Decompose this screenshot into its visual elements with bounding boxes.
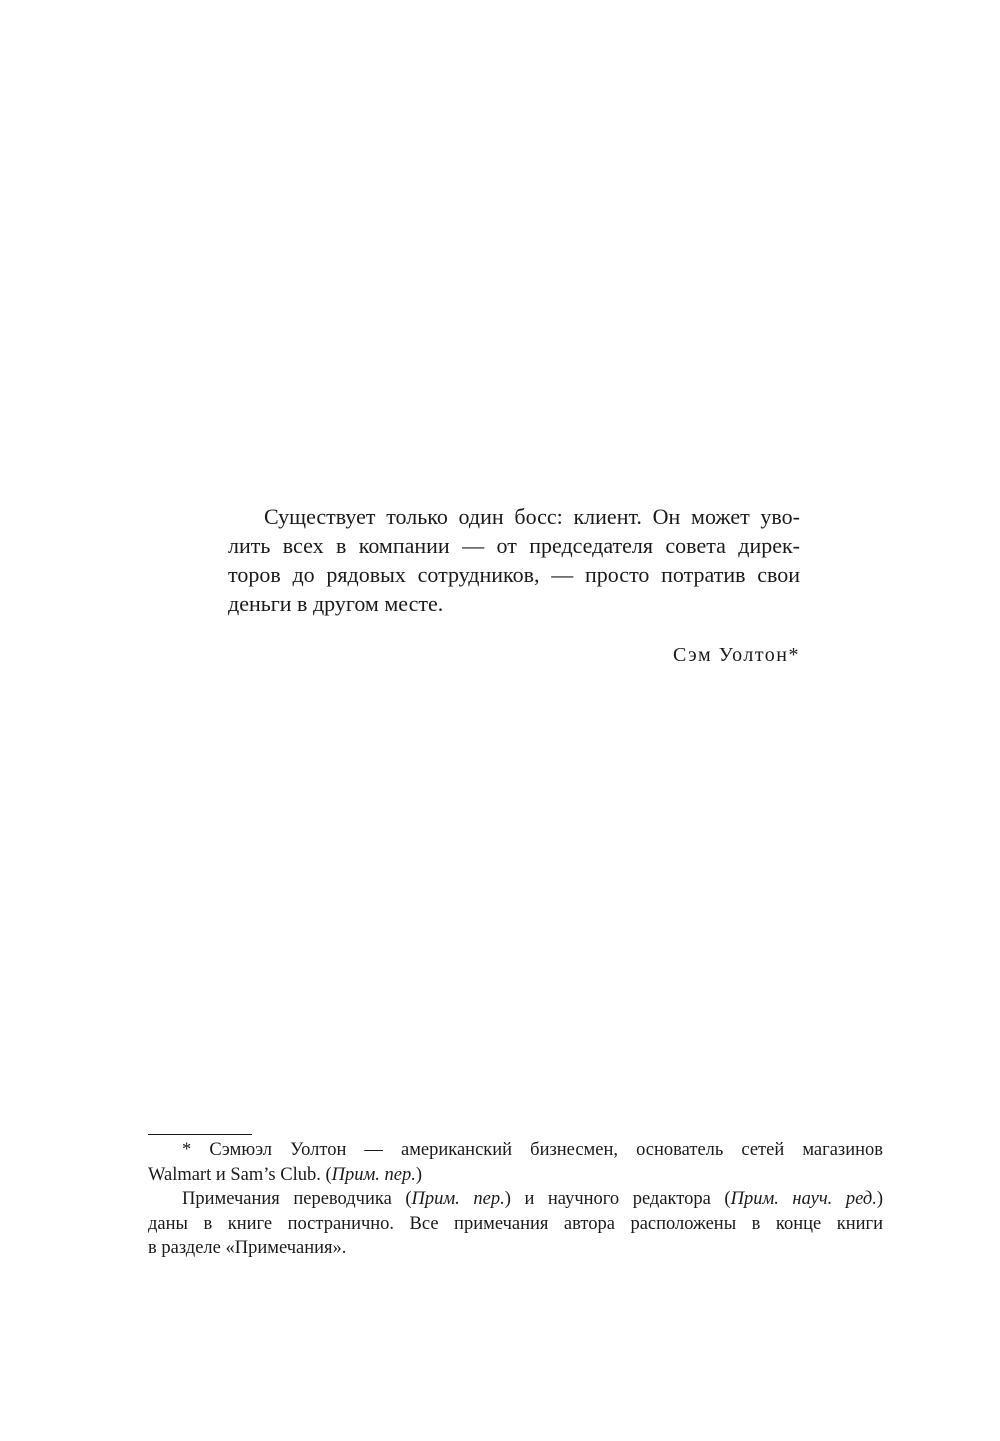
- epigraph-author: Сэм Уолтон*: [673, 644, 800, 666]
- footnote-2-line: [148, 1187, 883, 1212]
- footnote-divider: [148, 1134, 252, 1135]
- epigraph-line: лить всех в компании — от председателя совета дирек-: [228, 533, 800, 558]
- footnotes: [148, 1138, 883, 1261]
- footnote-2-line: даны в книге постранично. Все примечания автора расположены в конце книги: [148, 1213, 883, 1234]
- footnote-1-line: [148, 1163, 883, 1188]
- epigraph: [228, 502, 800, 668]
- epigraph-line: деньги в другом месте.: [228, 591, 444, 616]
- footnote-2-line: в разделе «Примечания».: [148, 1238, 347, 1258]
- epigraph-line: торов до рядовых сотрудников, — просто потратив свои: [228, 562, 800, 587]
- footnote-abbrev: Прим. пер.: [411, 1189, 505, 1209]
- footnote-text: ): [415, 1164, 423, 1185]
- footnote-abbrev: Прим. науч. ред.: [730, 1189, 877, 1209]
- footnote-text: Walmart и Sam’s Club. (: [148, 1164, 332, 1185]
- footnote-text: Примечания переводчика (: [182, 1189, 412, 1209]
- footnote-text: ) и научного редактора (: [504, 1189, 731, 1209]
- footnote-1-line: * Сэмюэл Уолтон — американский бизнесмен, основатель сетей магазинов: [182, 1140, 883, 1160]
- footnote-text: ): [876, 1189, 883, 1209]
- epigraph-line: Существует только один босс: клиент. Он может уво-: [264, 504, 800, 529]
- footnote-abbrev: Прим. пер.: [331, 1164, 416, 1185]
- epigraph-quote: [228, 502, 800, 618]
